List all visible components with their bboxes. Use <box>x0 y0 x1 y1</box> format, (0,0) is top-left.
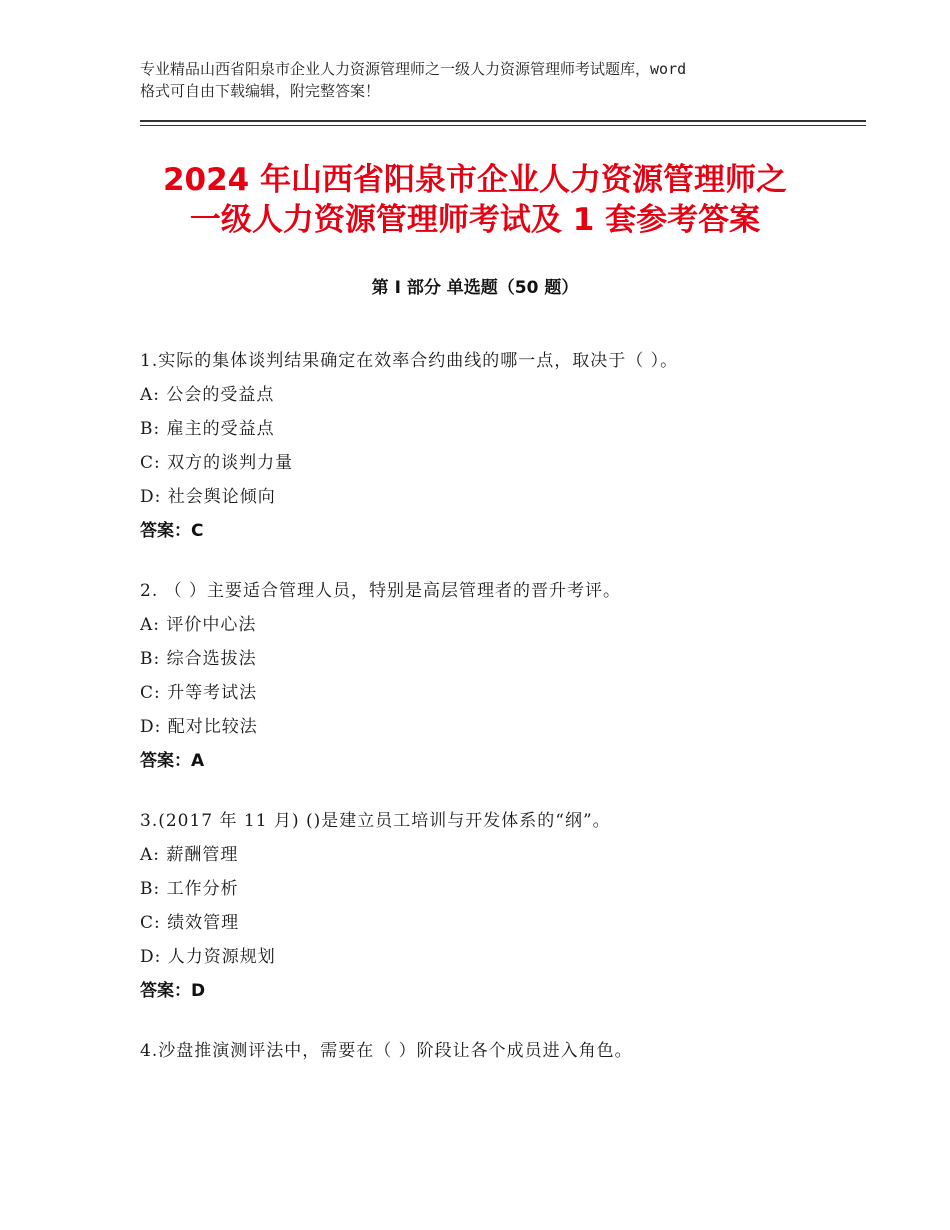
option-b: B: 综合选拔法 <box>140 649 257 669</box>
option-a: A: 薪酬管理 <box>140 845 239 865</box>
question-stem: 3.(2017 年 11 月) ()是建立员工培训与开发体系的“纲”。 <box>140 811 611 831</box>
answer: 答案：C <box>140 521 204 541</box>
document-title <box>60 160 890 240</box>
answer: 答案：D <box>140 981 206 1001</box>
option-b: B: 工作分析 <box>140 879 239 899</box>
option-a: A: 评价中心法 <box>140 615 257 635</box>
question-stem: 2. （ ）主要适合管理人员，特别是高层管理者的晋升考评。 <box>140 581 622 601</box>
header-note-line-1: 专业精品山西省阳泉市企业人力资源管理师之一级人力资源管理师考试题库，word <box>140 60 687 78</box>
option-b: B: 雇主的受益点 <box>140 419 275 439</box>
document-title-line-2: 一级人力资源管理师考试及 1 套参考答案 <box>189 202 761 238</box>
question-1 <box>140 344 860 548</box>
question-4 <box>140 1034 860 1068</box>
option-c: C: 绩效管理 <box>140 913 240 933</box>
header-note-line-2: 格式可自由下载编辑，附完整答案！ <box>140 82 381 100</box>
header-divider-thick <box>140 120 866 122</box>
section-heading: 第 I 部分 单选题（50 题） <box>371 278 579 298</box>
option-d: D: 配对比较法 <box>140 717 258 737</box>
option-c: C: 升等考试法 <box>140 683 258 703</box>
option-a: A: 公会的受益点 <box>140 385 275 405</box>
header-divider-thin <box>140 125 866 126</box>
question-stem: 1.实际的集体谈判结果确定在效率合约曲线的哪一点，取决于（ ）。 <box>140 351 679 371</box>
question-stem: 4.沙盘推演测评法中，需要在（ ）阶段让各个成员进入角色。 <box>140 1041 633 1061</box>
header-note <box>140 58 840 102</box>
option-d: D: 人力资源规划 <box>140 947 276 967</box>
document-title-line-1: 2024 年山西省阳泉市企业人力资源管理师之 <box>162 162 788 198</box>
question-2 <box>140 574 860 778</box>
answer: 答案：A <box>140 751 205 771</box>
question-3 <box>140 804 860 1008</box>
option-c: C: 双方的谈判力量 <box>140 453 294 473</box>
option-d: D: 社会舆论倾向 <box>140 487 276 507</box>
question-list <box>140 344 860 1094</box>
